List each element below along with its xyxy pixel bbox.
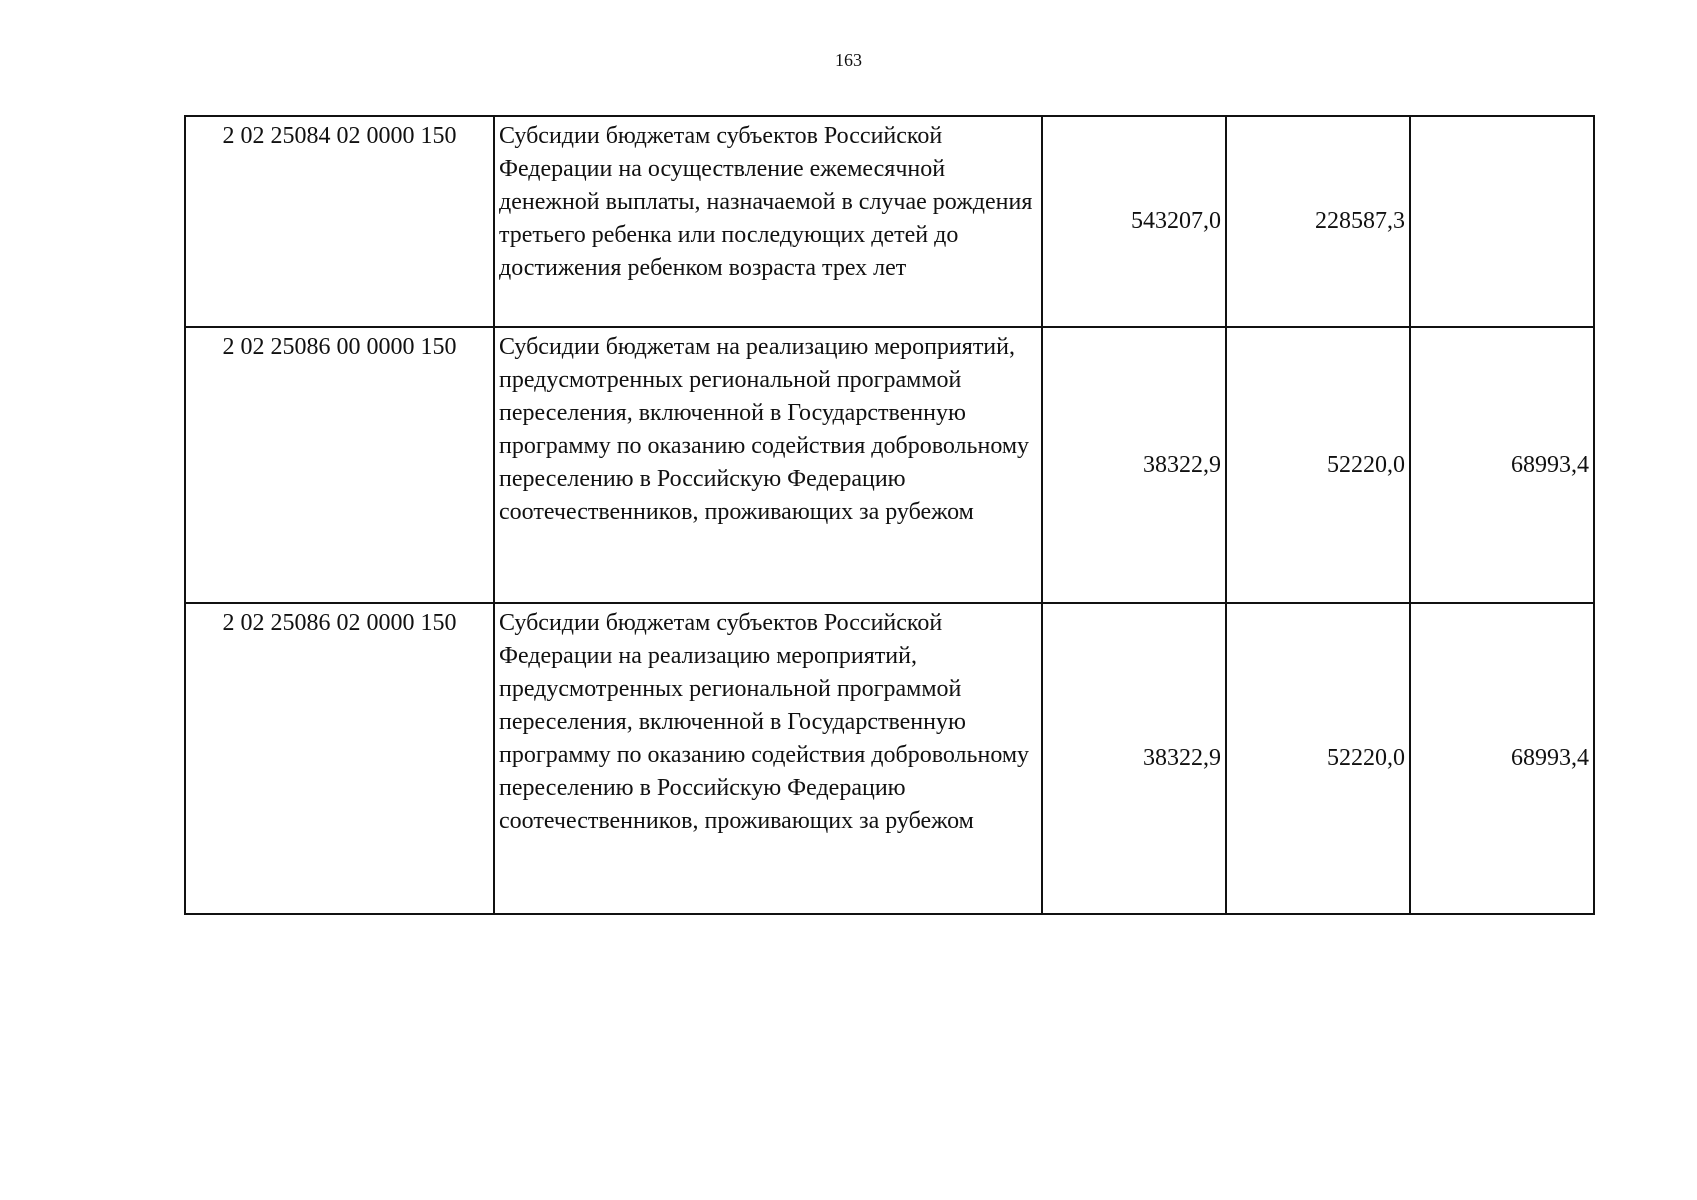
budget-table [184,115,1595,915]
description-cell: Субсидии бюджетам на реализацию мероприятий, предусмотренных региональной программой переселения, включенной в Государственную программу по оказанию содействия добровольному переселению в Российскую Федерацию соотечественников, проживающих за рубежом [494,327,1042,603]
value-1-cell: 38322,9 [1042,603,1226,914]
value-2-cell: 228587,3 [1226,116,1410,327]
value-3-cell: 68993,4 [1410,603,1594,914]
value-3-cell [1410,116,1594,327]
budget-code-cell: 2 02 25086 02 0000 150 [185,603,494,914]
budget-code-cell: 2 02 25084 02 0000 150 [185,116,494,327]
budget-code-cell: 2 02 25086 00 0000 150 [185,327,494,603]
value-1-cell: 38322,9 [1042,327,1226,603]
table-row [185,327,1594,603]
page-number: 163 [835,50,862,70]
value-2-cell: 52220,0 [1226,327,1410,603]
description-cell: Субсидии бюджетам субъектов Российской Федерации на реализацию мероприятий, предусмотренных региональной программой переселения, включенной в Государственную программу по оказанию содействия добровольному переселению в Российскую Федерацию соотечественников, проживающих за рубежом [494,603,1042,914]
value-3-cell: 68993,4 [1410,327,1594,603]
table-row [185,116,1594,327]
value-1-cell: 543207,0 [1042,116,1226,327]
description-cell: Субсидии бюджетам субъектов Российской Федерации на осуществление ежемесячной денежной выплаты, назначаемой в случае рождения третьего ребенка или последующих детей до достижения ребенком возраста трех лет [494,116,1042,327]
value-2-cell: 52220,0 [1226,603,1410,914]
table-row [185,603,1594,914]
